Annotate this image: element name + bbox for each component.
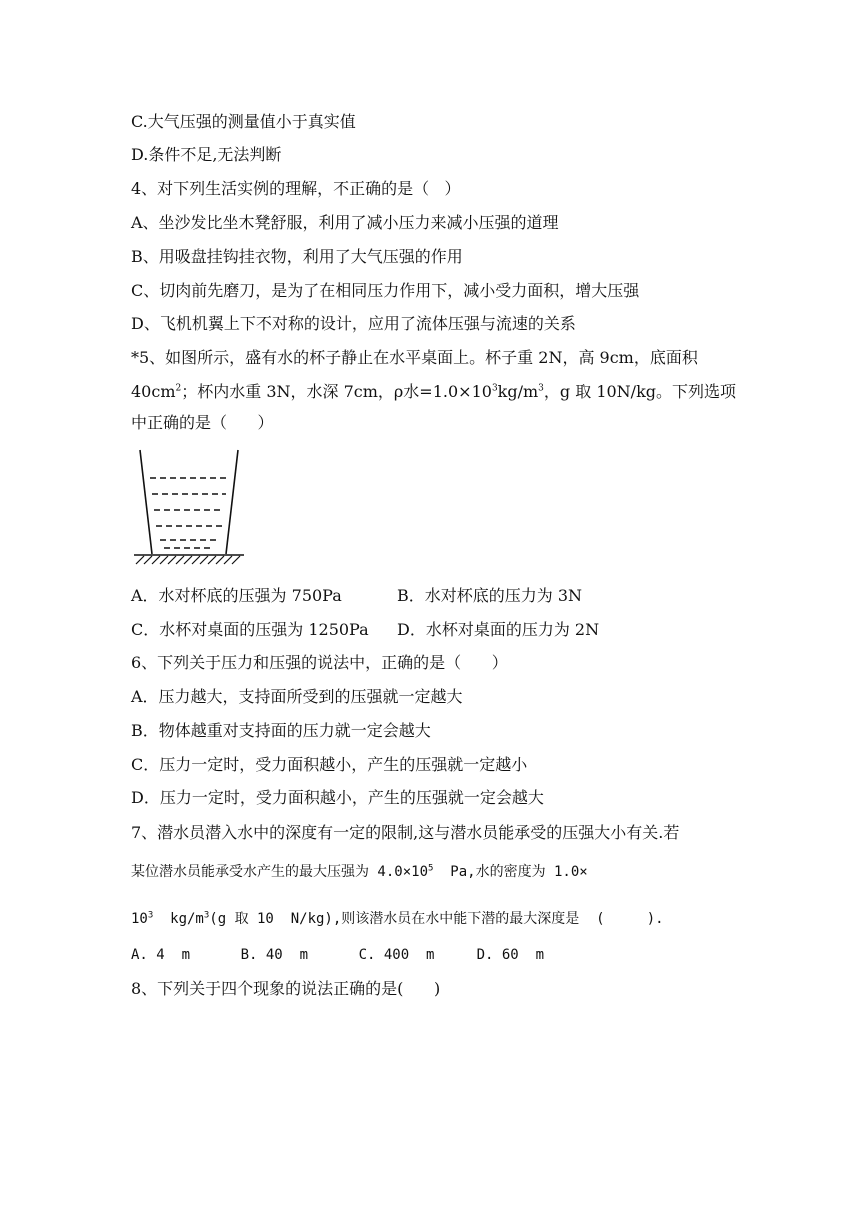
q5-option-d: D．水杯对桌面的压力为 2N <box>397 620 600 639</box>
q6-option-d: D．压力一定时，受力面积越小，产生的压强就一定会越大 <box>131 788 544 807</box>
q7-stem-line2: 某位潜水员能承受水产生的最大压强为 $4.0\times 10^5$ Pa,水的密度为 1.0× <box>131 863 588 880</box>
q6-option-a: A．压力越大，支持面所受到的压强就一定越大 <box>131 687 463 706</box>
q6-stem: 6、下列关于压力和压强的说法中，正确的是（ ） <box>131 653 508 672</box>
q5-option-b: B．水对杯底的压力为 3N <box>397 586 583 605</box>
q4-option-a: A、坐沙发比坐木凳舒服，利用了减小压力来减小压强的道理 <box>131 213 559 232</box>
q5-stem-line2: $40cm^2$；杯内水重 3N，水深 7cm，ρ水$=1.0\times 10^3kg/m^3$，g 取 10N/kg。下列选项 <box>131 382 737 401</box>
q3-option-d: D.条件不足,无法判断 <box>131 145 282 164</box>
q5-stem-line3: 中正确的是（ ） <box>131 413 274 432</box>
q5-option-c: C．水杯对桌面的压强为 1250Pa <box>131 620 369 639</box>
water-cup-figure <box>134 446 244 566</box>
q8-stem: 8、下列关于四个现象的说法正确的是( ) <box>131 979 441 998</box>
q3-option-c: C.大气压强的测量值小于真实值 <box>131 112 356 131</box>
q7-stem-line1: 7、潜水员潜入水中的深度有一定的限制,这与潜水员能承受的压强大小有关.若 <box>131 823 680 842</box>
q7-options: A. 4 m B. 40 m C. 400 m D. 60 m <box>131 947 545 963</box>
q4-option-b: B、用吸盘挂钩挂衣物，利用了大气压强的作用 <box>131 247 463 266</box>
q5-option-a: A．水对杯底的压强为 750Pa <box>131 586 342 605</box>
q6-option-c: C．压力一定时，受力面积越小，产生的压强就一定越小 <box>131 755 528 774</box>
q7-stem-line3: $10^3$ $kg/m^3(g$ 取 10 N/kg),则该潜水员在水中能下潜的最大深度是 ( ). <box>131 910 664 927</box>
q4-option-c: C、切肉前先磨刀，是为了在相同压力作用下，减小受力面积，增大压强 <box>131 281 640 300</box>
q4-option-d: D、飞机机翼上下不对称的设计，应用了流体压强与流速的关系 <box>131 314 576 333</box>
q4-stem: 4、对下列生活实例的理解，不正确的是（ ） <box>131 179 461 198</box>
q6-option-b: B．物体越重对支持面的压力就一定会越大 <box>131 721 431 740</box>
q5-stem-line1: *5、如图所示，盛有水的杯子静止在水平桌面上。杯子重 2N，高 9cm，底面积 <box>131 348 698 367</box>
